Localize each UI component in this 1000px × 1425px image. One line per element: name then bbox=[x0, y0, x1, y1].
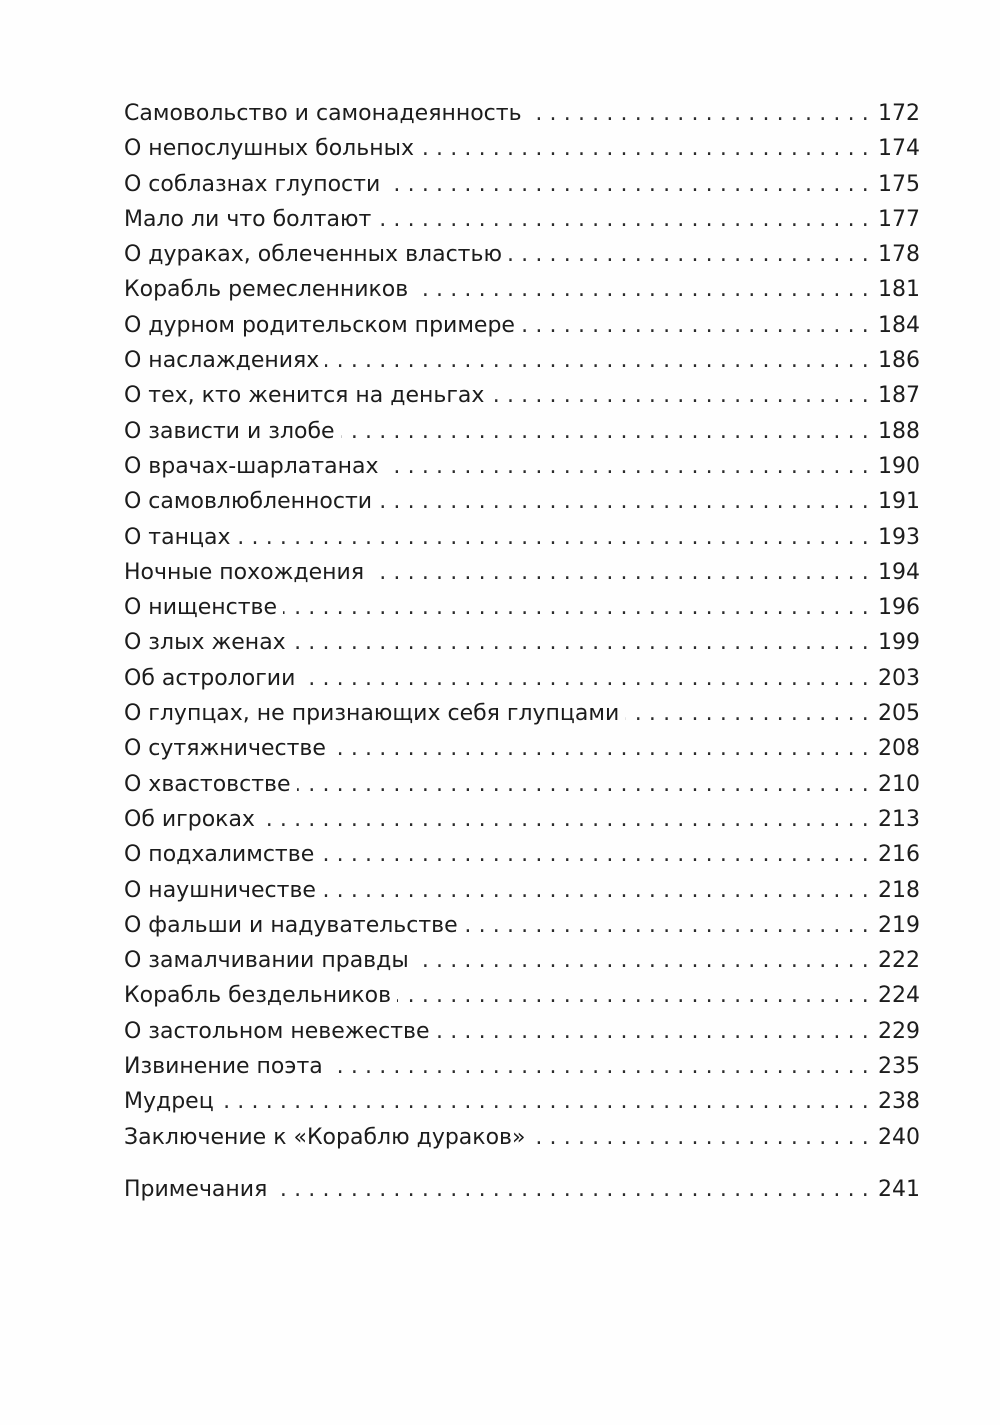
toc-entry bbox=[124, 343, 920, 378]
toc-entry bbox=[124, 802, 920, 837]
toc-entry bbox=[124, 661, 920, 696]
toc-entry-page: 199 bbox=[878, 630, 920, 656]
toc-entry-page: 175 bbox=[878, 171, 920, 197]
toc-entry-title: О замалчивании правды bbox=[124, 948, 409, 974]
toc-entry-title: Ночные похождения bbox=[124, 559, 365, 585]
toc-entry-page: 184 bbox=[878, 312, 920, 338]
dot-leader bbox=[320, 837, 876, 872]
dot-leader bbox=[341, 414, 876, 449]
toc-entry-page: 190 bbox=[878, 453, 920, 479]
toc-entry-page: 174 bbox=[878, 136, 920, 162]
dot-leader bbox=[490, 378, 876, 413]
toc-entry bbox=[124, 908, 920, 943]
toc-entry-page: 191 bbox=[878, 489, 920, 515]
toc-entry-page: 210 bbox=[878, 771, 920, 797]
toc-entry-title: Корабль ремесленников bbox=[124, 277, 409, 303]
dot-leader bbox=[397, 978, 876, 1013]
dot-leader bbox=[236, 520, 876, 555]
toc-entry bbox=[124, 484, 920, 519]
toc-entry-page: 238 bbox=[878, 1089, 920, 1115]
toc-entry-page: 181 bbox=[878, 277, 920, 303]
toc-entry-title: О врачах-шарлатанах bbox=[124, 453, 379, 479]
dot-leader bbox=[283, 590, 876, 625]
toc-entry bbox=[124, 978, 920, 1013]
toc-entry-title: О хвастовстве bbox=[124, 771, 291, 797]
toc-entry-page: 178 bbox=[878, 242, 920, 268]
toc-entry bbox=[124, 1084, 920, 1119]
toc-entry-page: 229 bbox=[878, 1018, 920, 1044]
toc-entry-page: 208 bbox=[878, 736, 920, 762]
toc-entry-page: 188 bbox=[878, 418, 920, 444]
toc-entry-page: 193 bbox=[878, 524, 920, 550]
toc-entry-page: 235 bbox=[878, 1054, 920, 1080]
dot-leader bbox=[531, 1120, 876, 1155]
toc-entry-title: О зависти и злобе bbox=[124, 418, 335, 444]
toc-entry-title: О нищенстве bbox=[124, 595, 278, 621]
toc-entry-page: 216 bbox=[878, 842, 920, 868]
toc-entry bbox=[124, 767, 920, 802]
toc-entry bbox=[124, 96, 920, 131]
toc-entry-page: 172 bbox=[878, 101, 920, 126]
toc-entry-page: 222 bbox=[878, 948, 920, 974]
toc-entry-page: 213 bbox=[878, 806, 920, 832]
dot-leader bbox=[301, 661, 876, 696]
toc-entry-page: 187 bbox=[878, 383, 920, 409]
toc-entry-title: О застольном невежестве bbox=[124, 1018, 430, 1044]
toc-entry-title: О непослушных больных bbox=[124, 136, 414, 162]
toc-entry-title: Об астрологии bbox=[124, 665, 296, 691]
toc-entry-page: 205 bbox=[878, 701, 920, 727]
toc-entry bbox=[124, 873, 920, 908]
toc-entry bbox=[124, 378, 920, 413]
toc-entry-title: Корабль бездельников bbox=[124, 983, 392, 1009]
toc-entry-title: О подхалимстве bbox=[124, 842, 315, 868]
toc-entry bbox=[124, 837, 920, 872]
toc-entry bbox=[124, 520, 920, 555]
toc-entry-page: 186 bbox=[878, 348, 920, 374]
toc-entry bbox=[124, 555, 920, 590]
toc-entry-page: 219 bbox=[878, 912, 920, 938]
dot-leader bbox=[420, 131, 876, 166]
toc-entry-title: О самовлюбленности bbox=[124, 489, 373, 515]
toc-entry-title: О фальши и надувательстве bbox=[124, 912, 458, 938]
toc-entry bbox=[124, 131, 920, 166]
toc-entry bbox=[124, 590, 920, 625]
dot-leader bbox=[325, 343, 876, 378]
toc-entry-title: Мудрец bbox=[124, 1089, 214, 1115]
dot-leader bbox=[378, 484, 876, 519]
toc-entry-page: 240 bbox=[878, 1124, 920, 1150]
dot-leader bbox=[386, 167, 876, 202]
dot-leader bbox=[370, 555, 876, 590]
toc-entry-title: О дурном родительском примере bbox=[124, 312, 515, 338]
toc-entry bbox=[124, 272, 920, 307]
toc-entry-title: О тех, кто женится на деньгах bbox=[124, 383, 485, 409]
dot-leader bbox=[261, 802, 876, 837]
toc-entry-title: О наушничестве bbox=[124, 877, 316, 903]
dot-leader bbox=[464, 908, 876, 943]
toc-entry-page: 224 bbox=[878, 983, 920, 1009]
toc-notes-title: Примечания bbox=[124, 1176, 268, 1202]
toc-entry bbox=[124, 1049, 920, 1084]
dot-leader bbox=[508, 237, 876, 272]
toc-entry bbox=[124, 308, 920, 343]
toc-entry-notes bbox=[124, 1172, 920, 1207]
toc-entry bbox=[124, 1120, 920, 1155]
dot-leader bbox=[292, 625, 876, 660]
toc-entry-page: 177 bbox=[878, 206, 920, 232]
toc-entry-title: Самовольство и самонадеянность bbox=[124, 101, 522, 126]
toc-entry-title: Мало ли что болтают bbox=[124, 206, 372, 232]
dot-leader bbox=[332, 731, 876, 766]
dot-leader bbox=[322, 873, 876, 908]
dot-leader bbox=[521, 308, 876, 343]
toc-entry bbox=[124, 167, 920, 202]
dot-leader bbox=[377, 202, 876, 237]
toc-entry-title: О дураках, облеченных властью bbox=[124, 242, 502, 268]
dot-leader bbox=[220, 1084, 876, 1119]
toc-entry bbox=[124, 696, 920, 731]
toc-entry bbox=[124, 449, 920, 484]
toc-entry-title: Извинение поэта bbox=[124, 1054, 323, 1080]
toc-entry-title: О соблазнах глупости bbox=[124, 171, 381, 197]
dot-leader bbox=[273, 1172, 876, 1207]
toc-entry-page: 203 bbox=[878, 665, 920, 691]
toc-entry bbox=[124, 943, 920, 978]
toc-entry bbox=[124, 414, 920, 449]
toc-entry-title: О сутяжничестве bbox=[124, 736, 326, 762]
toc-entry-title: О злых женах bbox=[124, 630, 286, 656]
toc-entry-title: Заключение к «Кораблю дураков» bbox=[124, 1124, 526, 1150]
dot-leader bbox=[414, 272, 876, 307]
dot-leader bbox=[384, 449, 876, 484]
toc-entry-page: 196 bbox=[878, 595, 920, 621]
toc-entry-page: 194 bbox=[878, 559, 920, 585]
toc-notes-page: 241 bbox=[878, 1176, 920, 1202]
dot-leader bbox=[329, 1049, 876, 1084]
dot-leader bbox=[436, 1014, 876, 1049]
dot-leader bbox=[528, 96, 876, 131]
toc-entry-title: О глупцах, не признающих себя глупцами bbox=[124, 701, 620, 727]
dot-leader bbox=[297, 767, 876, 802]
toc-entry bbox=[124, 237, 920, 272]
table-of-contents bbox=[124, 96, 920, 1207]
toc-entry bbox=[124, 625, 920, 660]
toc-entry-page: 218 bbox=[878, 877, 920, 903]
toc-entry-title: О танцах bbox=[124, 524, 231, 550]
toc-entry bbox=[124, 731, 920, 766]
dot-leader bbox=[625, 696, 876, 731]
toc-entry bbox=[124, 202, 920, 237]
dot-leader bbox=[415, 943, 876, 978]
toc-entry-title: О наслаждениях bbox=[124, 348, 320, 374]
toc-entry bbox=[124, 1014, 920, 1049]
toc-entry-title: Об игроках bbox=[124, 806, 255, 832]
